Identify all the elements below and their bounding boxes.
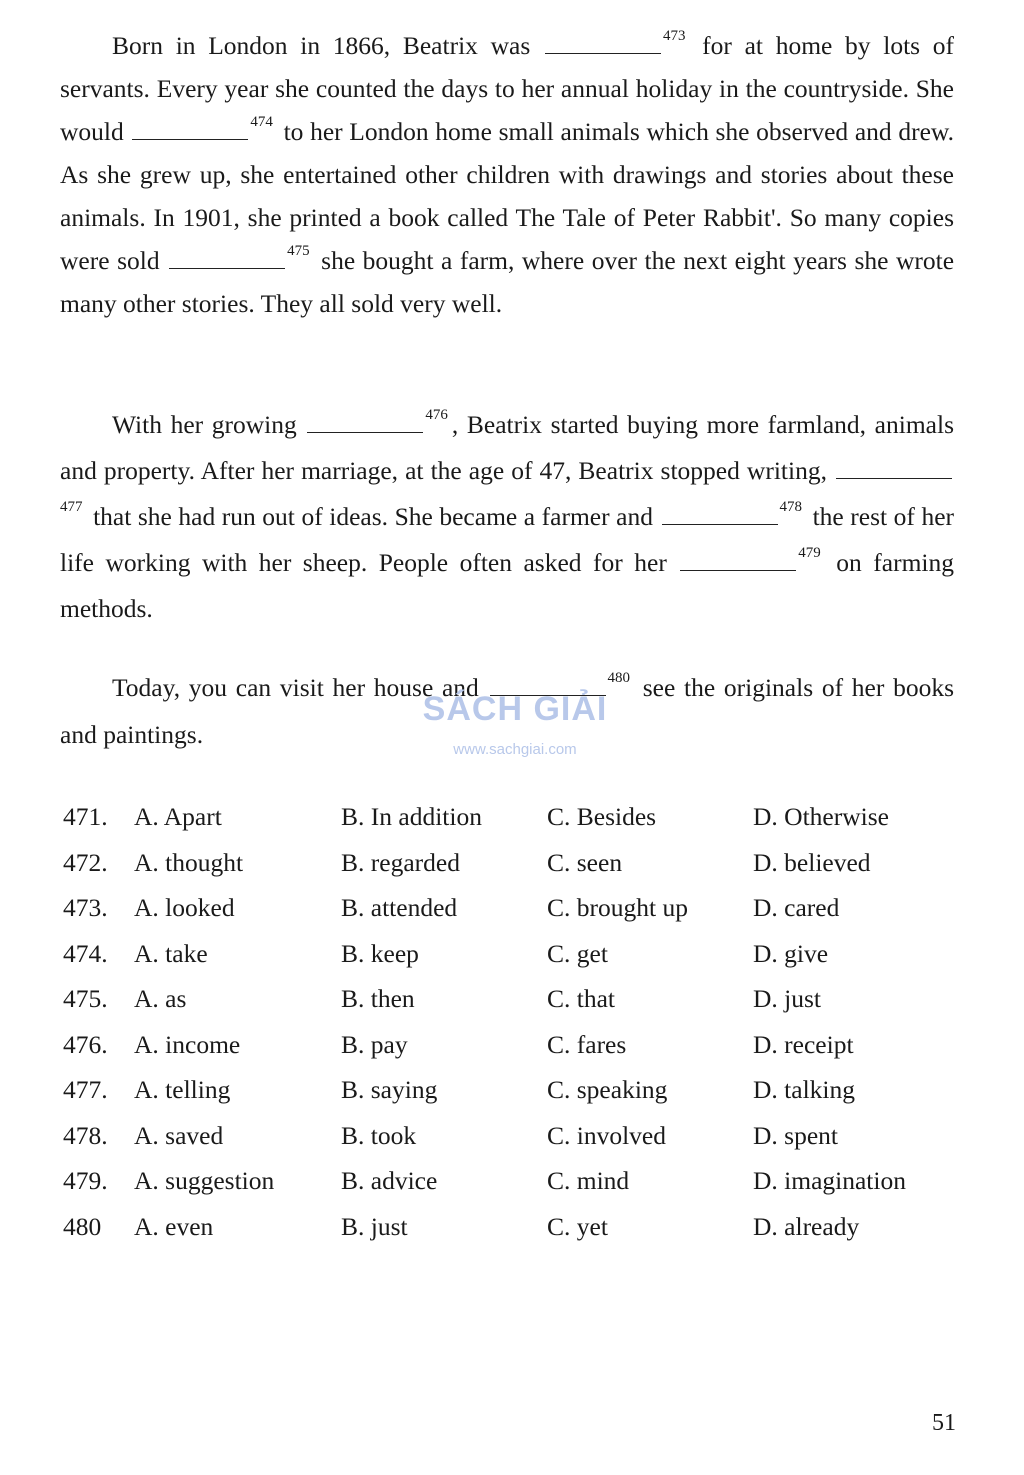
question-row <box>63 1030 963 1076</box>
blank-478 <box>662 502 778 525</box>
option-a: A. suggestion <box>134 1166 275 1195</box>
question-number: 473. <box>63 893 108 922</box>
question-number-474: 474 <box>250 114 273 130</box>
option-b: B. regarded <box>341 847 460 877</box>
passage-text: Today, you can visit her house and <box>112 673 479 702</box>
option-d: D. already <box>753 1211 860 1241</box>
option-b: B. just <box>341 1211 408 1241</box>
question-row <box>63 1075 963 1121</box>
passage-paragraph-2 <box>60 402 954 632</box>
option-b: B. attended <box>341 893 458 922</box>
question-number: 475. <box>63 984 108 1013</box>
option-d: D. believed <box>753 847 871 877</box>
question-number: 471. <box>63 802 108 831</box>
passage-paragraph-1 <box>60 24 954 325</box>
option-c: C. yet <box>547 1211 608 1241</box>
option-d: D. Otherwise <box>753 802 889 831</box>
question-row <box>63 939 963 985</box>
option-c: C. fares <box>547 1029 627 1059</box>
question-number-480: 480 <box>607 670 631 686</box>
option-b: B. saying <box>341 1075 438 1104</box>
blank-473 <box>545 31 661 54</box>
page-number: 51 <box>932 1410 956 1436</box>
option-c: C. seen <box>547 847 623 877</box>
blank-477 <box>836 456 952 479</box>
option-b: B. pay <box>341 1029 408 1059</box>
option-c: C. Besides <box>547 802 657 831</box>
option-b: B. In addition <box>341 802 482 831</box>
question-number: 479. <box>63 1166 108 1195</box>
question-row <box>63 802 963 848</box>
passage-text: Born in London in 1866, Beatrix was <box>112 31 531 60</box>
passage-text: the rest of her life working with her sheep. People often asked for her <box>60 502 955 577</box>
option-d: D. spent <box>753 1120 838 1150</box>
option-d: D. give <box>753 938 829 968</box>
option-b: B. advice <box>341 1166 438 1195</box>
question-number-477: 477 <box>60 499 83 515</box>
watermark <box>410 690 620 758</box>
watermark-logo: SÁCH GIẢI <box>422 690 608 728</box>
option-c: C. get <box>547 938 608 968</box>
option-a: A. income <box>134 1029 241 1059</box>
question-number: 476. <box>63 1029 108 1059</box>
passage-text: to her London home small animals which she observed and drew. As she grew up, she entertained other children with drawings and stories about these animals. In 1901, she printed a book called The Tale of Peter Rabbit'. So many copies were sold <box>60 117 955 275</box>
question-row <box>63 1121 963 1167</box>
option-a: A. looked <box>134 893 235 922</box>
option-d: D. imagination <box>753 1166 906 1195</box>
question-number-476: 476 <box>425 407 448 423</box>
question-number-473: 473 <box>662 28 686 44</box>
blank-474 <box>132 117 248 140</box>
passage-text: With her growing <box>112 410 297 439</box>
option-a: A. Apart <box>134 802 222 831</box>
passage-text: see the originals of her books and paintings. <box>60 673 954 749</box>
passage-text: for at home by lots of servants. Every year she counted the days to her annual holiday in the countryside. She would <box>60 31 955 146</box>
option-a: A. thought <box>134 847 244 877</box>
option-a: A. take <box>134 938 208 968</box>
question-number: 474. <box>63 938 108 968</box>
option-a: A. telling <box>134 1075 231 1104</box>
option-a: A. even <box>134 1211 214 1241</box>
passage-text: that she had run out of ideas. She became a farmer and <box>93 502 653 531</box>
question-number: 477. <box>63 1075 108 1104</box>
question-row <box>63 848 963 894</box>
question-number-478: 478 <box>779 499 803 515</box>
blank-476 <box>307 410 423 433</box>
answer-options-list <box>63 802 963 1257</box>
question-row <box>63 984 963 1030</box>
watermark-url: www.sachgiai.com <box>453 741 577 758</box>
blank-475 <box>169 246 285 269</box>
question-row <box>63 1212 963 1258</box>
passage-text: on farming methods. <box>60 548 954 623</box>
question-row <box>63 1166 963 1212</box>
question-number: 480 <box>63 1211 102 1241</box>
option-b: B. took <box>341 1120 417 1150</box>
option-c: C. brought up <box>547 893 688 922</box>
option-b: B. then <box>341 984 415 1013</box>
blank-479 <box>680 548 796 571</box>
option-d: D. just <box>753 984 822 1013</box>
option-c: C. mind <box>547 1166 630 1195</box>
option-b: B. keep <box>341 938 419 968</box>
passage-text: , Beatrix started buying more farmland, animals and property. After her marriage, at the age of 47, Beatrix stopped writing, <box>60 410 954 485</box>
option-d: D. cared <box>753 893 840 922</box>
question-number: 478. <box>63 1120 108 1150</box>
question-number-479: 479 <box>798 545 821 561</box>
option-c: C. that <box>547 984 615 1013</box>
option-a: A. as <box>134 984 187 1013</box>
question-number-475: 475 <box>287 243 310 259</box>
option-d: D. talking <box>753 1075 855 1104</box>
question-number: 472. <box>63 847 108 877</box>
option-d: D. receipt <box>753 1029 854 1059</box>
question-row <box>63 893 963 939</box>
option-c: C. speaking <box>547 1075 668 1104</box>
passage-text: she bought a farm, where over the next eight years she wrote many other stories. They all sold very well. <box>60 246 955 318</box>
option-c: C. involved <box>547 1120 666 1150</box>
option-a: A. saved <box>134 1120 224 1150</box>
